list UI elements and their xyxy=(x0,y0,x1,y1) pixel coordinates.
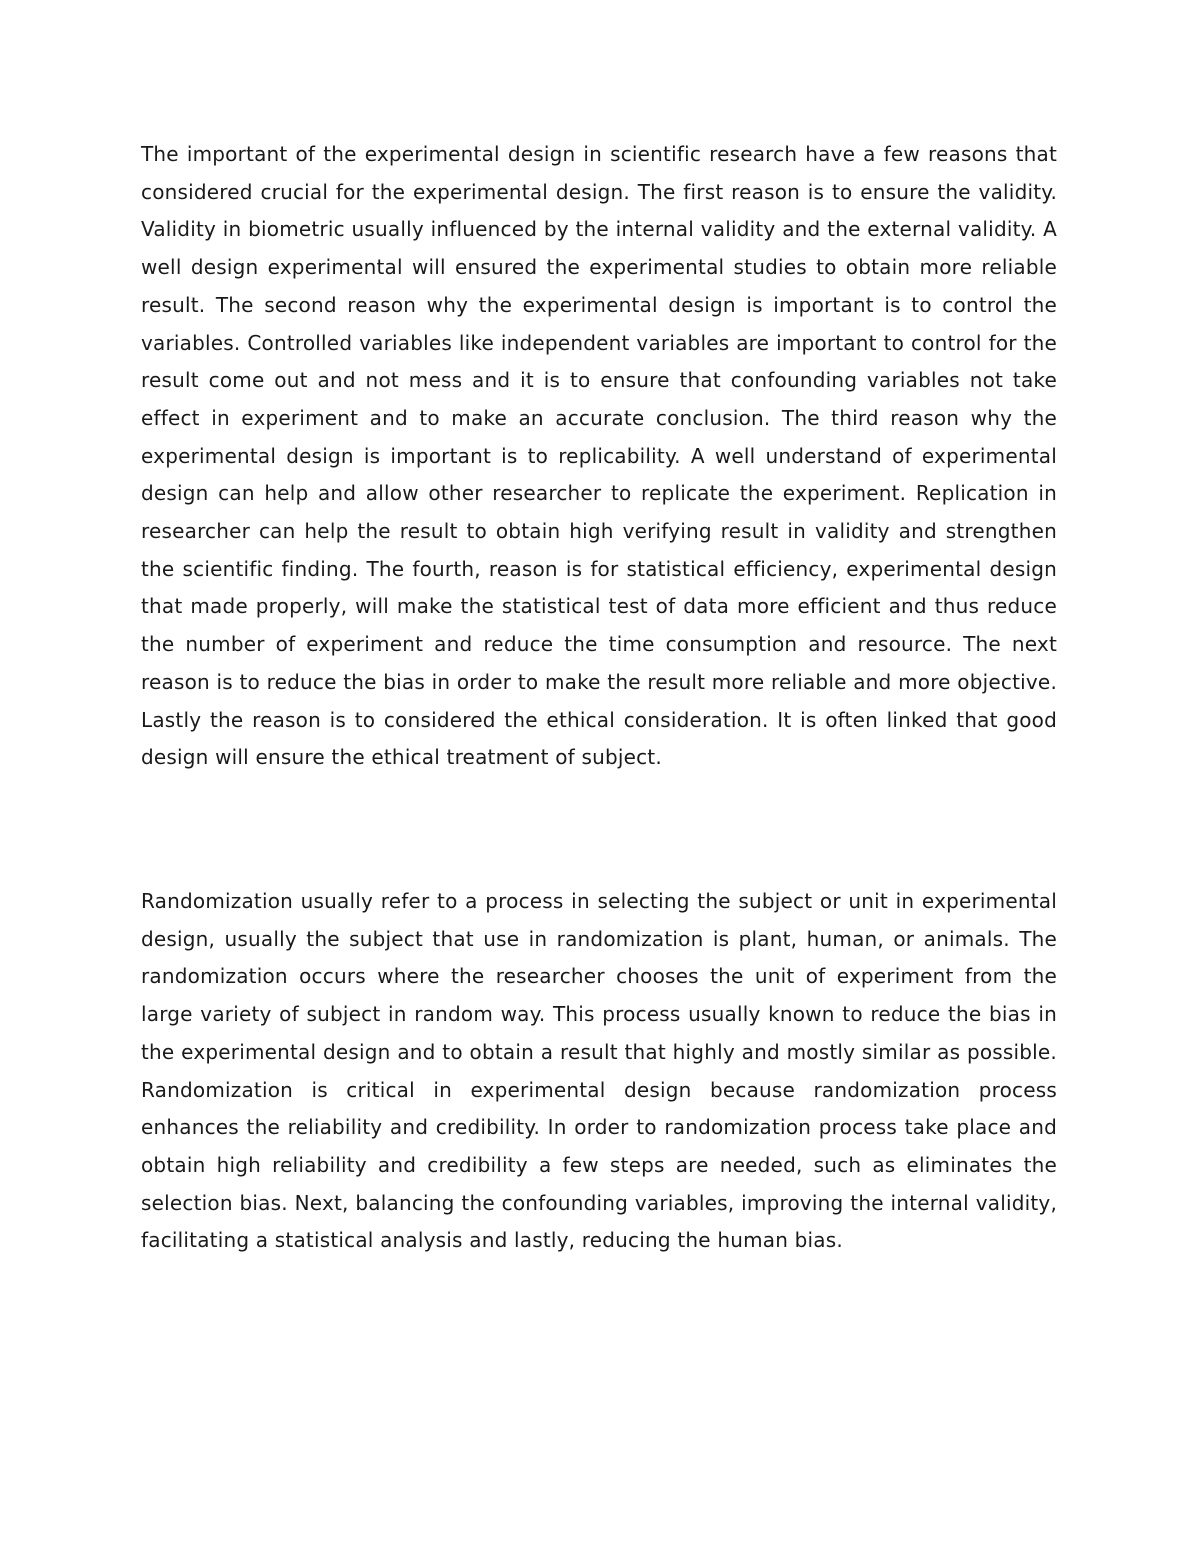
paragraph-experimental-design: The important of the experimental design in scientific research have a few reasons that considered crucial for the experimental design. The first reason is to ensure the validity. Validity in biometric usually influenced by the internal validity and the external validity. A well design experimental will ensured the experimental studies to obtain more reliable result. The second reason why the experimental design is important is to control the variables. Controlled variables like independent variables are important to control for the result come out and not mess and it is to ensure that confounding variables not take effect in experiment and to make an accurate conclusion. The third reason why the experimental design is important is to replicability. A well understand of experimental design can help and allow other researcher to replicate the experiment. Replication in researcher can help the result to obtain high verifying result in validity and strengthen the scientific finding. The fourth, reason is for statistical efficiency, experimental design that made properly, will make the statistical test of data more efficient and thus reduce the number of experiment and reduce the time consumption and resource. The next reason is to reduce the bias in order to make the result more reliable and more objective. Lastly the reason is to considered the ethical consideration. It is often linked that good design will ensure the ethical treatment of subject. xyxy=(141,142,1057,770)
paragraph-randomization: Randomization usually refer to a process in selecting the subject or unit in experimental design, usually the subject that use in randomization is plant, human, or animals. The randomization occurs where the researcher chooses the unit of experiment from the large variety of subject in random way. This process usually known to reduce the bias in the experimental design and to obtain a result that highly and mostly similar as possible. Randomization is critical in experimental design because randomization process enhances the reliability and credibility. In order to randomization process take place and obtain high reliability and credibility a few steps are needed, such as eliminates the selection bias. Next, balancing the confounding variables, improving the internal validity, facilitating a statistical analysis and lastly, reducing the human bias. xyxy=(141,889,1057,1253)
